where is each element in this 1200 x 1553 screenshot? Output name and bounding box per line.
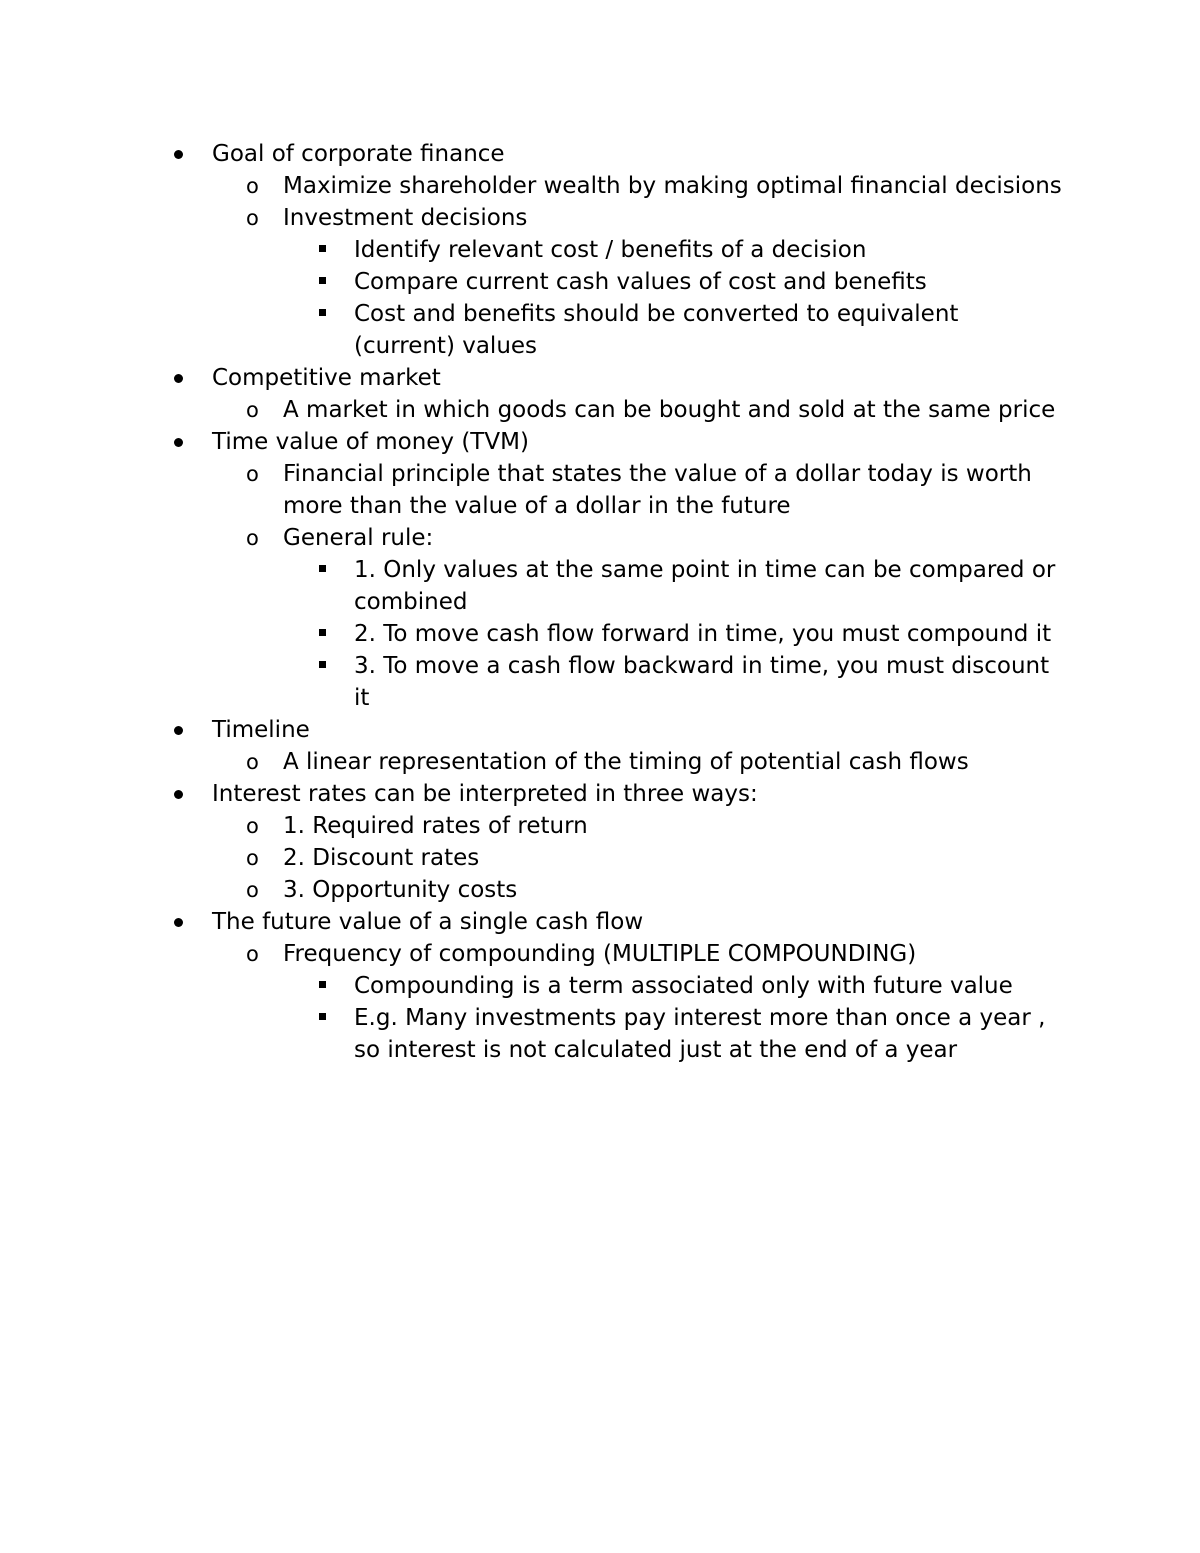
circle-bullet-icon: o xyxy=(246,942,259,966)
disc-bullet-icon xyxy=(174,150,183,159)
list-item xyxy=(0,522,1062,554)
circle-bullet-icon: o xyxy=(246,462,259,486)
circle-bullet-icon: o xyxy=(246,814,259,838)
square-bullet-icon xyxy=(319,661,326,668)
disc-bullet-icon xyxy=(174,790,183,799)
disc-bullet-icon xyxy=(174,374,183,383)
circle-bullet-icon: o xyxy=(246,398,259,422)
list-item-text: 3. Opportunity costs xyxy=(283,877,518,903)
list-item-text: Compounding is a term associated only with future value xyxy=(354,973,1013,999)
list-item-text: Financial principle that states the value of a dollar today is worth more than the value of a dollar in the future xyxy=(283,461,1032,519)
list-item xyxy=(0,874,1062,906)
list-item-text: The future value of a single cash flow xyxy=(212,909,644,935)
square-bullet-icon xyxy=(319,245,326,252)
square-bullet-icon xyxy=(319,1013,326,1020)
list-item-text: 1. Only values at the same point in time can be compared or combined xyxy=(354,557,1056,615)
list-item xyxy=(0,906,1062,938)
list-item-text: Maximize shareholder wealth by making optimal financial decisions xyxy=(283,173,1062,199)
bullet-outline xyxy=(0,138,1200,1066)
list-item-text: 3. To move a cash flow backward in time, you must discount it xyxy=(354,653,1050,711)
disc-bullet-icon xyxy=(174,918,183,927)
list-item-text: Time value of money (TVM) xyxy=(212,429,529,455)
square-bullet-icon xyxy=(319,629,326,636)
list-item-text: General rule: xyxy=(283,525,434,551)
circle-bullet-icon: o xyxy=(246,846,259,870)
disc-bullet-icon xyxy=(174,438,183,447)
list-item-text: Frequency of compounding (MULTIPLE COMPOUNDING) xyxy=(283,941,917,967)
list-item-text: A market in which goods can be bought and sold at the same price xyxy=(283,397,1056,423)
list-item xyxy=(0,234,1062,266)
list-item xyxy=(0,362,1062,394)
list-item xyxy=(0,714,1062,746)
list-item xyxy=(0,746,1062,778)
square-bullet-icon xyxy=(319,565,326,572)
circle-bullet-icon: o xyxy=(246,174,259,198)
circle-bullet-icon: o xyxy=(246,526,259,550)
list-item-text: Identify relevant cost / benefits of a decision xyxy=(354,237,867,263)
list-item-text: A linear representation of the timing of potential cash flows xyxy=(283,749,969,775)
list-item xyxy=(0,938,1062,970)
list-item xyxy=(0,298,1062,362)
list-item-text: E.g. Many investments pay interest more than once a year , so interest is not calculated just at the end of a year xyxy=(354,1005,1046,1063)
circle-bullet-icon: o xyxy=(246,878,259,902)
list-item xyxy=(0,778,1062,810)
circle-bullet-icon: o xyxy=(246,206,259,230)
list-item-text: Cost and benefits should be converted to equivalent (current) values xyxy=(354,301,959,359)
list-item-text: Timeline xyxy=(212,717,310,743)
list-item-text: Investment decisions xyxy=(283,205,528,231)
list-item xyxy=(0,266,1062,298)
list-item-text: 2. To move cash flow forward in time, you must compound it xyxy=(354,621,1052,647)
list-item xyxy=(0,650,1062,714)
list-item xyxy=(0,970,1062,1002)
list-item xyxy=(0,842,1062,874)
list-item-text: 1. Required rates of return xyxy=(283,813,588,839)
square-bullet-icon xyxy=(319,981,326,988)
list-item-text: Compare current cash values of cost and benefits xyxy=(354,269,927,295)
list-item xyxy=(0,202,1062,234)
list-item xyxy=(0,426,1062,458)
square-bullet-icon xyxy=(319,277,326,284)
list-item-text: Goal of corporate finance xyxy=(212,141,505,167)
list-item xyxy=(0,1002,1062,1066)
list-item xyxy=(0,394,1062,426)
disc-bullet-icon xyxy=(174,726,183,735)
list-item xyxy=(0,618,1062,650)
list-item xyxy=(0,458,1062,522)
list-item xyxy=(0,138,1062,170)
circle-bullet-icon: o xyxy=(246,750,259,774)
list-item-text: Interest rates can be interpreted in three ways: xyxy=(212,781,758,807)
square-bullet-icon xyxy=(319,309,326,316)
list-item xyxy=(0,810,1062,842)
list-item-text: Competitive market xyxy=(212,365,441,391)
list-item-text: 2. Discount rates xyxy=(283,845,480,871)
list-item xyxy=(0,170,1062,202)
list-item xyxy=(0,554,1062,618)
